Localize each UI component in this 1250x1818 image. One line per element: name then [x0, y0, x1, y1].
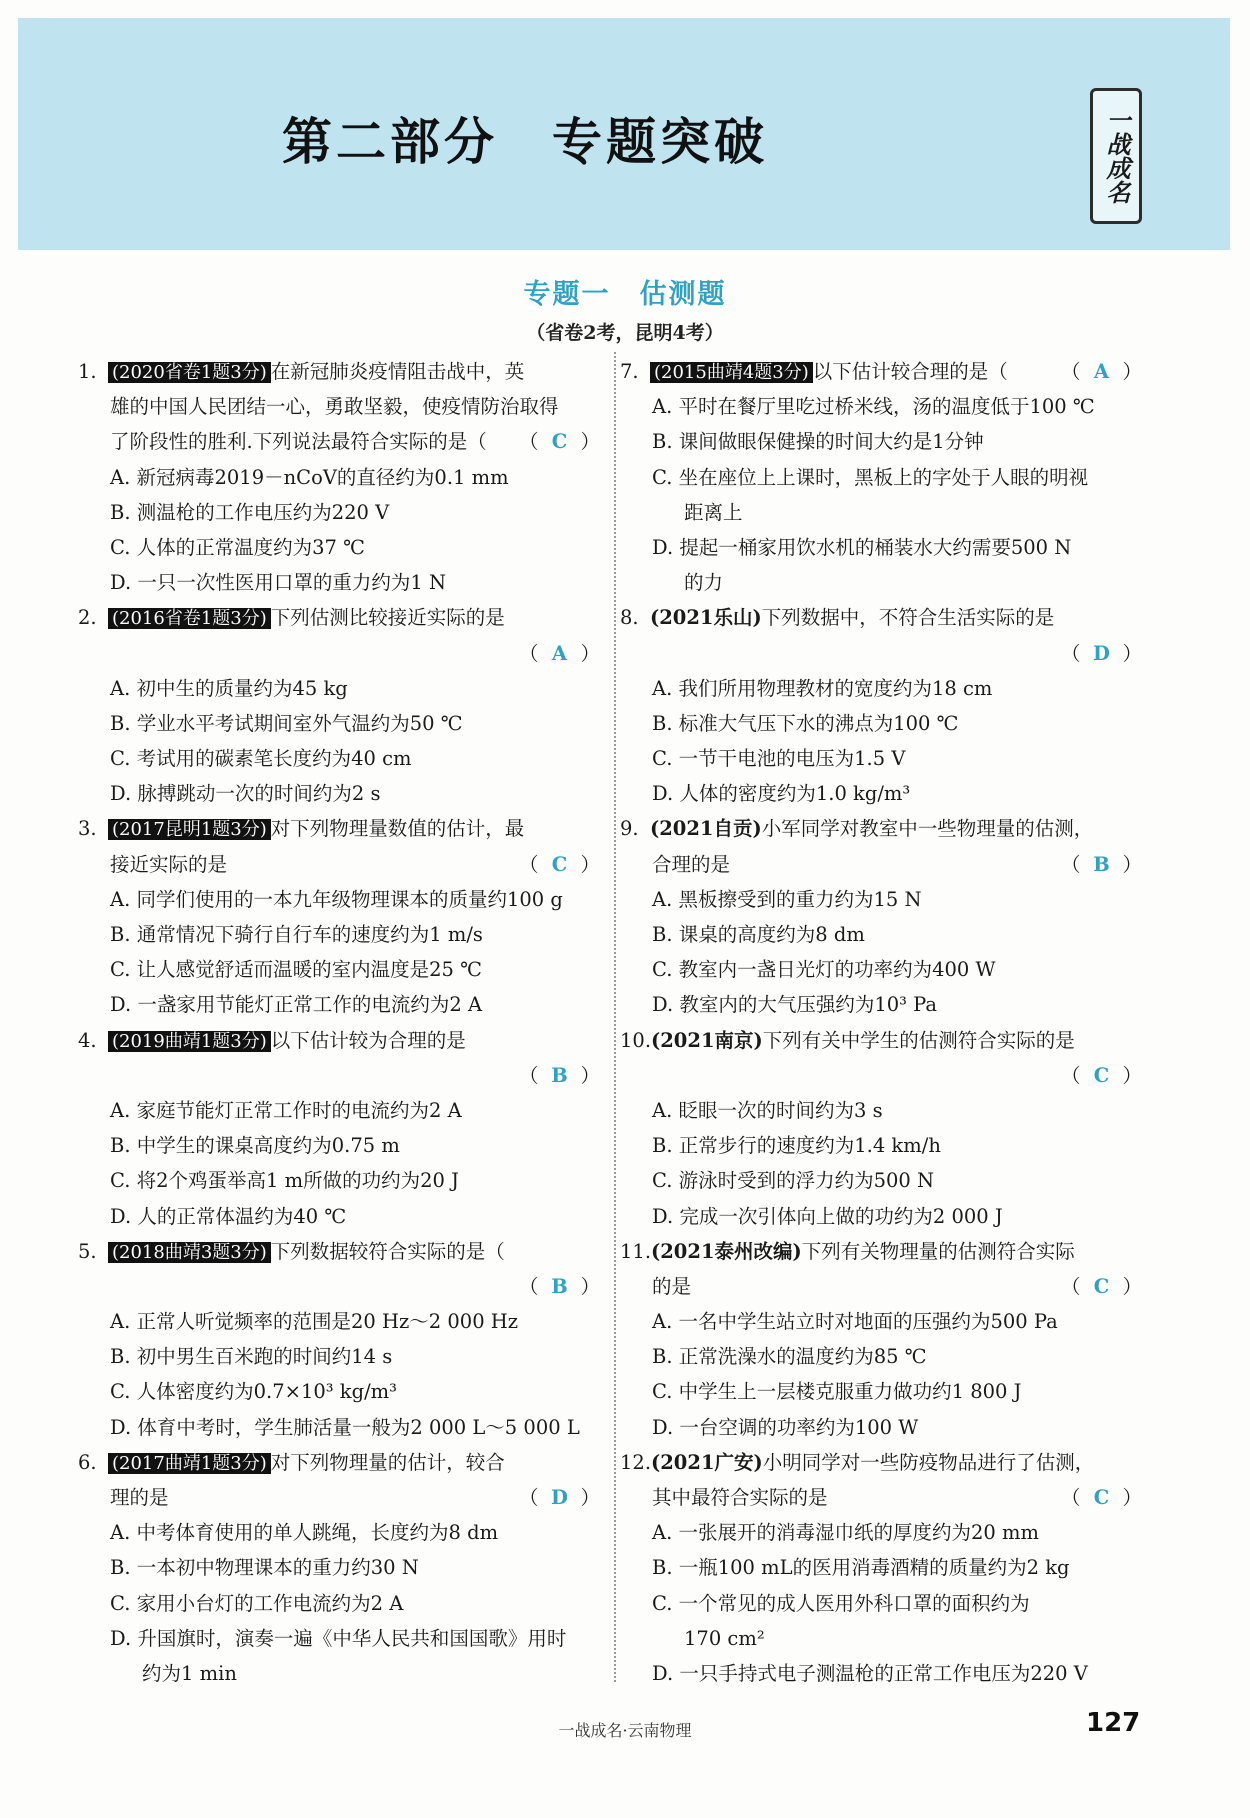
question-line — [78, 1269, 600, 1304]
question-number: 7. — [620, 360, 639, 383]
question-line — [620, 636, 1142, 671]
option-line: D. 人体的密度约为1.0 kg/m³ — [652, 782, 911, 806]
answer-bracket: （ C ） — [1061, 1480, 1142, 1515]
option-line: A. 家庭节能灯正常工作时的电流约为2 A — [110, 1098, 462, 1122]
question-number: 11. — [620, 1239, 652, 1263]
question-line — [620, 1058, 1142, 1093]
question-line — [78, 1480, 600, 1515]
answer-bracket: （ A ） — [519, 636, 600, 671]
answer-bracket: （ B ） — [519, 1269, 600, 1304]
answer-choice: C — [1093, 1274, 1110, 1298]
option-line: A. 初中生的质量约为45 kg — [110, 676, 348, 700]
option-line: C. 让人感觉舒适而温暖的室内温度是25 ℃ — [110, 958, 482, 982]
source-tag: (2017昆明1题3分) — [108, 819, 271, 840]
column-divider — [614, 352, 616, 1682]
right-column — [620, 354, 1142, 1691]
option-line: A. 黑板擦受到的重力约为15 N — [652, 887, 922, 911]
question-line — [620, 600, 1142, 635]
question-text: 下列有关物理量的估测符合实际 — [801, 1239, 1075, 1263]
source-tag: (2021自贡) — [650, 817, 762, 841]
source-tag: (2020省卷1题3分) — [108, 362, 271, 383]
question-text: 下列数据中，不符合生活实际的是 — [761, 606, 1055, 630]
option-line: C. 家用小台灯的工作电流约为2 A — [110, 1591, 404, 1615]
question-text: 在新冠肺炎疫情阻击战中，英 — [270, 360, 525, 383]
question-line — [78, 354, 600, 389]
question-text: 的是 — [652, 1274, 692, 1298]
option-line: B. 中学生的课桌高度约为0.75 m — [110, 1134, 400, 1158]
option-line: B. 初中男生百米跑的时间约14 s — [110, 1345, 393, 1369]
question-number: 10. — [620, 1028, 652, 1052]
option-line: A. 中考体育使用的单人跳绳，长度约为8 dm — [110, 1521, 499, 1545]
question-text: 了阶段性的胜利.下列说法最符合实际的是（ — [110, 430, 487, 454]
answer-choice: B — [551, 1274, 568, 1298]
answer-choice: C — [551, 430, 568, 454]
option-line: D. 教室内的大气压强约为10³ Pa — [652, 993, 938, 1017]
source-tag: (2021广安) — [651, 1450, 763, 1474]
option-line: C. 一节干电池的电压为1.5 V — [652, 747, 906, 771]
brand-seal — [1090, 88, 1142, 224]
option-line: B. 标准大气压下水的沸点为100 ℃ — [652, 711, 959, 735]
source-tag: (2021泰州改编) — [651, 1239, 802, 1263]
answer-choice: C — [551, 852, 568, 876]
option-line: B. 课间做眼保健操的时间大约是1分钟 — [652, 430, 984, 454]
question-number: 3. — [78, 817, 97, 841]
option-line: 距离上 — [684, 500, 743, 524]
answer-bracket: （ B ） — [519, 1058, 600, 1093]
option-line: B. 学业水平考试期间室外气温约为50 ℃ — [110, 711, 463, 735]
question-number: 6. — [78, 1450, 97, 1474]
option-line: D. 一只手持式电子测温枪的正常工作电压为220 V — [652, 1661, 1088, 1685]
question-line — [78, 389, 600, 424]
option-line: C. 一个常见的成人医用外科口罩的面积约为 — [652, 1591, 1030, 1615]
question-line — [78, 811, 600, 846]
question-number: 2. — [78, 606, 97, 630]
question-number: 4. — [78, 1028, 97, 1052]
question-line — [78, 1058, 600, 1093]
option-line: A. 一名中学生站立时对地面的压强约为500 Pa — [652, 1310, 1058, 1334]
answer-choice: D — [1093, 641, 1110, 665]
answer-choice: D — [551, 1486, 568, 1509]
answer-bracket: （ C ） — [1061, 1269, 1142, 1304]
answer-bracket: （ C ） — [519, 424, 600, 459]
answer-choice: A — [551, 641, 568, 665]
answer-bracket: （ D ） — [1061, 636, 1142, 671]
option-line: A. 正常人听觉频率的范围是20 Hz～2 000 Hz — [110, 1310, 519, 1334]
question-line — [78, 600, 600, 635]
question-line — [620, 1234, 1142, 1269]
option-line: B. 正常步行的速度约为1.4 km/h — [652, 1134, 941, 1158]
seal-text: 一战成名 — [1102, 108, 1131, 204]
question-text: 接近实际的是 — [110, 852, 228, 876]
answer-bracket: （ D ） — [519, 1480, 600, 1515]
option-line: D. 人的正常体温约为40 ℃ — [110, 1204, 347, 1228]
source-tag: (2019曲靖1题3分) — [108, 1031, 271, 1052]
option-line: A. 一张展开的消毒湿巾纸的厚度约为20 mm — [652, 1521, 1039, 1545]
option-line: A. 平时在餐厅里吃过桥米线，汤的温度低于100 ℃ — [652, 395, 1095, 419]
question-line — [620, 354, 1142, 389]
option-line: C. 教室内一盏日光灯的功率约为400 W — [652, 958, 996, 982]
option-line: D. 一只一次性医用口罩的重力约为1 N — [110, 571, 447, 595]
source-tag: (2017曲靖1题3分) — [108, 1453, 271, 1474]
option-line: D. 一台空调的功率约为100 W — [652, 1415, 919, 1439]
answer-choice: A — [1093, 360, 1110, 383]
part-title: 第二部分 专题突破 — [282, 112, 768, 171]
option-line: 170 cm² — [684, 1626, 765, 1650]
question-line — [78, 1023, 600, 1058]
question-text: 对下列物理量的估计，较合 — [270, 1450, 505, 1474]
answer-choice: C — [1093, 1486, 1110, 1509]
option-line: B. 测温枪的工作电压约为220 V — [110, 500, 390, 524]
option-line: D. 一盏家用节能灯正常工作的电流约为2 A — [110, 993, 483, 1017]
source-tag: (2015曲靖4题3分) — [650, 362, 813, 383]
answer-bracket: （ A ） — [1061, 354, 1142, 389]
option-line: D. 升国旗时，演奏一遍《中华人民共和国国歌》用时 — [110, 1626, 567, 1650]
source-tag: (2016省卷1题3分) — [108, 608, 271, 629]
source-tag: (2021乐山) — [650, 606, 762, 630]
option-line: D. 提起一桶家用饮水机的桶装水大约需要500 N — [652, 535, 1072, 559]
question-line — [78, 847, 600, 882]
question-line — [620, 1480, 1142, 1515]
option-line: B. 一瓶100 mL的医用消毒酒精的质量约为2 kg — [652, 1556, 1070, 1580]
answer-choice: C — [1093, 1063, 1110, 1087]
option-line: C. 考试用的碳素笔长度约为40 cm — [110, 747, 412, 771]
option-line: C. 坐在座位上上课时，黑板上的字处于人眼的明视 — [652, 465, 1089, 489]
option-line: C. 将2个鸡蛋举高1 m所做的功约为20 J — [110, 1169, 459, 1193]
question-number: 1. — [78, 360, 97, 383]
page-number: 127 — [1086, 1708, 1141, 1738]
question-line — [620, 1445, 1142, 1480]
question-text: 下列估测比较接近实际的是 — [270, 606, 505, 630]
option-line: B. 一本初中物理课本的重力约30 N — [110, 1556, 419, 1580]
option-line: C. 游泳时受到的浮力约为500 N — [652, 1169, 935, 1193]
answer-bracket: （ C ） — [519, 847, 600, 882]
question-line — [620, 811, 1142, 846]
option-line: A. 我们所用物理教材的宽度约为18 cm — [652, 676, 993, 700]
question-number: 12. — [620, 1450, 652, 1474]
question-text: 小明同学对一些防疫物品进行了估测， — [762, 1450, 1095, 1474]
option-line: A. 眨眼一次的时间约为3 s — [652, 1098, 883, 1122]
question-number: 8. — [620, 606, 639, 630]
option-line: B. 课桌的高度约为8 dm — [652, 923, 865, 946]
question-line — [620, 1269, 1142, 1304]
section-subtitle: （省卷2考，昆明4考） — [526, 322, 724, 344]
question-text: 下列数据较符合实际的是（ — [270, 1239, 505, 1263]
question-text: 小军同学对教室中一些物理量的估测， — [761, 817, 1094, 841]
question-text: 下列有关中学生的估测符合实际的是 — [762, 1028, 1075, 1052]
option-line: D. 体育中考时，学生肺活量一般为2 000 L～5 000 L — [110, 1415, 580, 1439]
question-text: 以下估计较合理的是（ — [812, 360, 1008, 383]
question-text: 其中最符合实际的是 — [652, 1486, 828, 1509]
question-text: 对下列物理量数值的估计，最 — [270, 817, 525, 841]
question-text: 合理的是 — [652, 852, 731, 876]
option-line: D. 完成一次引体向上做的功约为2 000 J — [652, 1204, 1003, 1228]
question-number: 5. — [78, 1239, 97, 1263]
answer-bracket: （ C ） — [1061, 1058, 1142, 1093]
left-column — [78, 354, 600, 1691]
question-line — [78, 1445, 600, 1480]
footer-text: 一战成名·云南物理 — [558, 1721, 692, 1740]
answer-bracket: （ B ） — [1061, 847, 1142, 882]
source-tag: (2021南京) — [651, 1028, 763, 1052]
answer-choice: B — [551, 1063, 568, 1087]
question-line — [620, 847, 1142, 882]
option-line: A. 同学们使用的一本九年级物理课本的质量约100 g — [110, 887, 563, 911]
question-number: 9. — [620, 817, 639, 841]
option-line: D. 脉搏跳动一次的时间约为2 s — [110, 782, 381, 806]
question-line — [78, 1234, 600, 1269]
option-line: B. 正常洗澡水的温度约为85 ℃ — [652, 1345, 927, 1369]
question-line — [78, 636, 600, 671]
option-line: C. 人体的正常温度约为37 ℃ — [110, 535, 365, 559]
question-text: 雄的中国人民团结一心，勇敢坚毅，使疫情防治取得 — [110, 395, 559, 419]
question-line — [78, 424, 600, 459]
option-line: C. 人体密度约为0.7×10³ kg/m³ — [110, 1380, 397, 1404]
answer-choice: B — [1093, 852, 1110, 876]
option-line: 约为1 min — [142, 1661, 237, 1685]
section-title: 专题一 估测题 — [523, 279, 727, 310]
source-tag: (2018曲靖3题3分) — [108, 1242, 271, 1263]
option-line: 的力 — [684, 571, 724, 595]
option-line: A. 新冠病毒2019－nCoV的直径约为0.1 mm — [110, 465, 509, 489]
option-line: C. 中学生上一层楼克服重力做功约1 800 J — [652, 1380, 1022, 1404]
option-line: B. 通常情况下骑行自行车的速度约为1 m/s — [110, 923, 483, 946]
question-line — [620, 1023, 1142, 1058]
question-text: 以下估计较为合理的是 — [270, 1028, 466, 1052]
question-text: 理的是 — [110, 1486, 169, 1509]
